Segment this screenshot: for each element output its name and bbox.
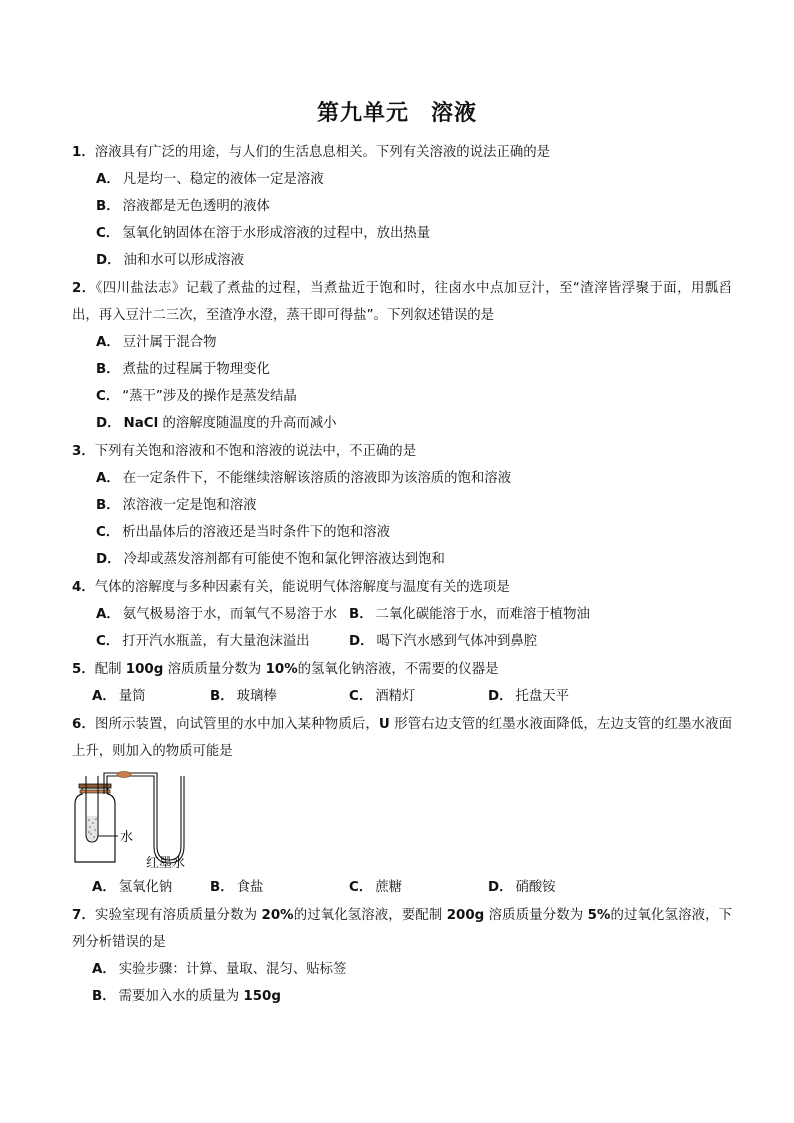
q4-option-a: A． 氨气极易溶于水，而氧气不易溶于水	[96, 607, 338, 622]
ink-label: 红墨水	[146, 856, 186, 871]
question-6: 6．图所示装置，向试管里的水中加入某种物质后，U 形管右边支管的红墨水液面降低，左边支管的红墨水液面上升，则加入的物质可能是	[72, 717, 732, 759]
q1-option-a: A． 凡是均一、稳定的液体一定是溶液	[96, 172, 324, 187]
q1-option-d: D． 油和水可以形成溶液	[96, 253, 245, 268]
page-title: 第九单元 溶液	[316, 101, 478, 126]
question-1: 1．溶液具有广泛的用途，与人们的生活息息相关。下列有关溶液的说法正确的是	[72, 145, 550, 160]
q7-option-b: B． 需要加入水的质量为 150g	[92, 989, 281, 1004]
q6-option-d: D． 硝酸铵	[488, 880, 556, 895]
question-3-stem: 下列有关饱和溶液和不饱和溶液的说法中，不正确的是	[94, 444, 417, 459]
stopper-icon	[79, 784, 111, 788]
q3-option-d: D． 冷却或蒸发溶剂都有可能使不饱和氯化钾溶液达到饱和	[96, 552, 445, 567]
q5-option-d: D． 托盘天平	[488, 689, 570, 704]
q1-option-b: B． 溶液都是无色透明的液体	[96, 199, 270, 214]
q3-option-b: B． 浓溶液一定是饱和溶液	[96, 498, 257, 513]
q3-option-c: C． 析出晶体后的溶液还是当时条件下的饱和溶液	[96, 525, 391, 540]
q5-option-a: A． 量筒	[92, 689, 146, 704]
q6-option-b: B． 食盐	[210, 880, 264, 895]
clamp-icon	[117, 772, 131, 778]
q2-option-b: B． 煮盐的过程属于物理变化	[96, 362, 270, 377]
question-7: 7．实验室现有溶质质量分数为 20%的过氧化氢溶液，要配制 200g 溶质质量分数为 5%的过氧化氢溶液，下列分析错误的是	[72, 908, 732, 950]
question-3: 3．下列有关饱和溶液和不饱和溶液的说法中，不正确的是	[72, 444, 417, 459]
question-5: 5．配制 100g 溶质质量分数为 10%的氢氧化钠溶液，不需要的仪器是	[72, 662, 499, 677]
question-4: 4．气体的溶解度与多种因素有关，能说明气体溶解度与温度有关的选项是	[72, 580, 510, 595]
question-2-stem: 《四川盐法志》记载了煮盐的过程，当煮盐近于饱和时，往卤水中点加豆汁，至“渣滓皆浮聚于面，用瓢舀出，再入豆汁二三次，至渣净水澄，蒸干即可得盐”。下列叙述错误的是	[72, 281, 732, 323]
q4-option-d: D． 喝下汽水感到气体冲到鼻腔	[349, 634, 538, 649]
q4-option-b: B． 二氧化碳能溶于水，而难溶于植物油	[349, 607, 590, 622]
svg-text:水: 水	[120, 830, 134, 845]
q6-option-c: C． 蔗糖	[349, 880, 402, 895]
q5-option-b: B． 玻璃棒	[210, 689, 277, 704]
q2-option-a: A． 豆汁属于混合物	[96, 335, 217, 350]
question-1-stem: 溶液具有广泛的用途，与人们的生活息息相关。下列有关溶液的说法正确的是	[94, 145, 550, 160]
q5-option-c: C． 酒精灯	[349, 689, 416, 704]
question-2: 2．《四川盐法志》记载了煮盐的过程，当煮盐近于饱和时，往卤水中点加豆汁，至“渣滓皆浮聚于面，用瓢舀出，再入豆汁二三次，至渣净水澄，蒸干即可得盐”。下列叙述错误的是	[72, 281, 732, 323]
q7-option-a: A． 实验步骤：计算、量取、混匀、贴标签	[92, 962, 347, 977]
q3-option-a: A． 在一定条件下，不能继续溶解该溶质的溶液即为该溶质的饱和溶液	[96, 471, 512, 486]
q4-option-c: C． 打开汽水瓶盖，有大量泡沫溢出	[96, 634, 310, 649]
q2-option-d: D． NaCl 的溶解度随温度的升高而减小	[96, 416, 337, 431]
question-4-stem: 气体的溶解度与多种因素有关，能说明气体溶解度与温度有关的选项是	[94, 580, 510, 595]
q1-option-c: C． 氢氧化钠固体在溶于水形成溶液的过程中，放出热量	[96, 226, 431, 241]
apparatus-figure	[68, 768, 208, 872]
q6-option-a: A． 氢氧化钠	[92, 880, 173, 895]
q2-option-c: C． “蒸干”涉及的操作是蒸发结晶	[96, 389, 297, 404]
